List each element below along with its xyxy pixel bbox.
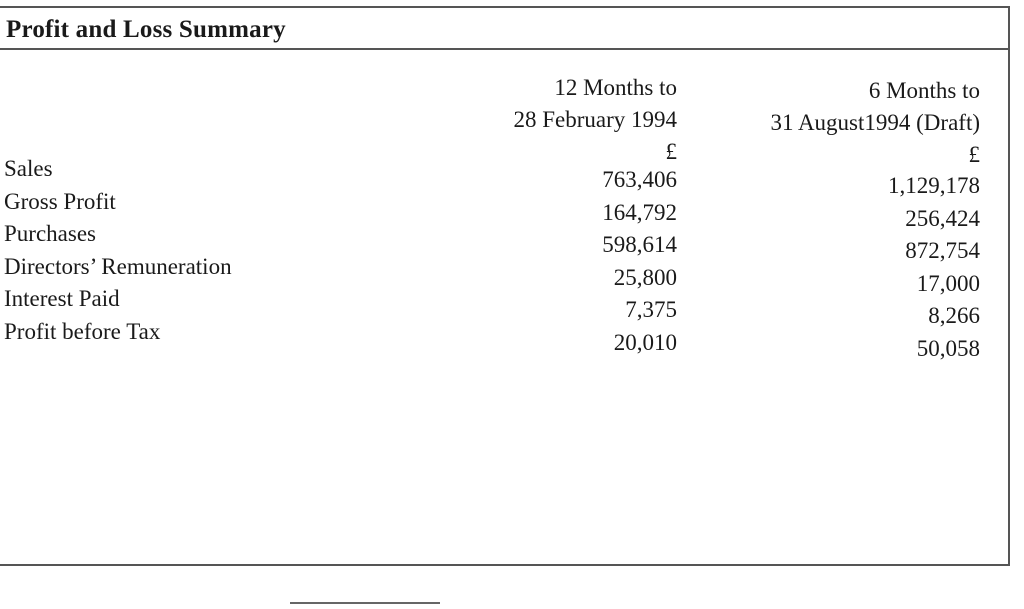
column-header-line2: 28 February 1994 — [513, 107, 677, 132]
value-cell: 25,800 — [613, 264, 677, 290]
row-label-gross-profit: Gross Profit — [4, 188, 116, 214]
column-currency-symbol: £ — [968, 142, 980, 167]
row-label-sales: Sales — [4, 156, 53, 181]
column-header-line2: 31 August1994 (Draft) — [770, 110, 980, 135]
column-currency-symbol: £ — [665, 139, 677, 164]
page-title: Profit and Loss Summary — [6, 16, 286, 43]
column-header-line1: 12 Months to — [554, 75, 677, 100]
value-cell: 50,058 — [916, 335, 980, 361]
row-label-interest-paid: Interest Paid — [4, 286, 120, 311]
value-cell: 164,792 — [602, 199, 677, 225]
value-cell: 872,754 — [905, 238, 980, 263]
value-cell: 598,614 — [602, 232, 677, 257]
row-label-directors-remuneration: Directors’ Remuneration — [4, 253, 232, 279]
divider — [290, 602, 440, 604]
value-cell: 7,375 — [625, 297, 677, 322]
value-cell: 256,424 — [905, 205, 980, 231]
value-cell: 17,000 — [916, 270, 980, 296]
column-header-6-months — [770, 75, 980, 171]
row-label-profit-before-tax: Profit before Tax — [4, 318, 161, 344]
row-label-purchases: Purchases — [4, 221, 96, 246]
value-cell: 763,406 — [602, 167, 677, 192]
value-cell: 8,266 — [928, 303, 980, 328]
header-bar — [0, 8, 1008, 50]
column-header-line1: 6 Months to — [868, 78, 980, 103]
values-6-months — [888, 170, 980, 365]
column-header-12-months — [513, 72, 677, 168]
values-12-months — [602, 164, 677, 359]
value-cell: 1,129,178 — [888, 173, 980, 198]
row-labels — [4, 153, 232, 348]
value-cell: 20,010 — [613, 329, 677, 355]
